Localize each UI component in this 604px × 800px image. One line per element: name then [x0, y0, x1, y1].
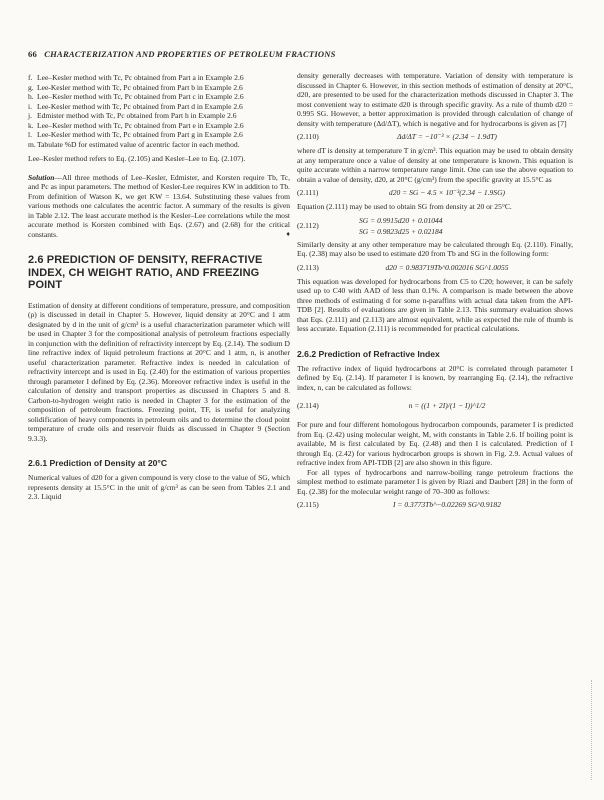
- method-list-item: [28, 92, 290, 102]
- equation-number: (2.114): [297, 401, 319, 411]
- list-item-label: j.: [28, 111, 32, 120]
- list-item-label: m.: [28, 139, 36, 149]
- end-of-example-icon: ♦: [286, 229, 290, 238]
- list-item-text: Lee–Kesler method with Tc, Pc obtained from Part e in Example 2.6: [37, 120, 244, 130]
- method-list: [28, 73, 290, 149]
- equation-number: (2.111): [297, 188, 319, 198]
- density-paragraph: Numerical values of d20 for a given compound is very close to the value of SG, which represents density at 15.5°C in the unit of g/cm³ as can be seen from Tables 2.1 and 2.3. Liquid: [28, 473, 290, 501]
- density-temperature-paragraph: where dT is density at temperature T in g/cm³. This equation may be used to obtain density at any temperature once a value of density at one temperature is known. This equation is quite accurate within a narrow temperature range limit. One can use the above equation to obtain a value of density, d20, at 20°C (g/cm³) from the specific gravity at 15.5°C as: [297, 146, 573, 184]
- method-list-item: [28, 102, 290, 112]
- homologous-paragraph: For pure and four different homologous hydrocarbon compounds, parameter I is predicted from Eq. (2.42) using molecular weight, M, with constants in Table 2.6. If boiling point is available, M is first calculated by Eq. (2.48) and then I is calculated. Prediction of I through Eq. (2.42) for various hydrocarbon groups is shown in Fig. 2.9. Actual values of refractive index from API-TDB [2] are also shown in this figure.: [297, 420, 573, 467]
- equation-2-110: [297, 131, 573, 143]
- equation-line: SG = 0.9915d20 + 0.01044: [359, 215, 443, 225]
- equation-body: [341, 215, 573, 237]
- list-item-label: k.: [28, 120, 34, 130]
- lee-kesler-reference: Lee–Kesler method refers to Eq. (2.105) and Kesler–Lee to Eq. (2.107).: [28, 154, 246, 163]
- equation-2-111: [297, 187, 573, 199]
- sg-from-density-paragraph: Equation (2.111) may be used to obtain SG from density at 20 or 25°C.: [297, 202, 512, 211]
- equation-2-115: [297, 499, 573, 511]
- method-list-item: [28, 130, 290, 140]
- equation-body: d20 = SG − 4.5 × 10⁻³(2.34 − 1.9SG): [388, 188, 506, 198]
- list-item-label: g.: [28, 82, 34, 92]
- method-list-item: [28, 111, 290, 121]
- section-paragraph: Estimation of density at different conditions of temperature, pressure, and composition (ρ) is discussed in detail in Chapter 5. However, liquid density at 20°C and 1 atm designated by d in the unit of g/cm³ is a useful characterization parameter which will be used in Chapter 3 for the compositional analysis of petroleum fractions especially in conjunction with the definition of refractivity intercept by Eq. (2.14). The sodium D line refractive index of liquid petroleum fractions at 20°C and 1 atm, n, is another useful characterization parameter. Refractive index is needed in calculation of refractivity intercept and is used in Eq. (2.40) for the estimation of various properties through parameter I defined by Eq. (2.36). Moreover refractive index is useful in the calculation of density and transport properties as discussed in Chapters 5 and 8. Carbon-to-hydrogen weight ratio is needed in Chapter 3 for the estimation of the composition of petroleum fractions. Freezing point, TF, is useful for analyzing solidification of heavy components in petroleum oils and to determine the cloud point temperature of crude oils and reservoir fluids as discussed in Chapter 9 (Section 9.3.3).: [28, 300, 290, 443]
- scan-edge-mark: [586, 680, 592, 780]
- equation-line: SG = 0.9823d25 + 0.02184: [359, 226, 443, 236]
- solution-text: —All three methods of Lee–Kesler, Edmister, and Korsten require Tb, Tc, and Pc as input parameters. The method of Kesler-Lee requires KW in addition to Tb. From definition of Watson K, we get KW = 13.64. Substituting these values from various methods one calculates the acentric factor. A summary of the results is given in Table 2.12. The least accurate method is the Kesler–Lee correlations while the most accurate method is Korsten combined with Eqs. (2.67) and (2.68) for the critical constants.: [28, 172, 290, 239]
- page-number: 66: [28, 49, 37, 59]
- density-other-temperature-paragraph: Similarly density at any other temperature may be calculated through Eq. (2.110). Finally, Eq. (2.38) may also be used to estimate d20 from Tb and SG in the following form:: [297, 239, 573, 258]
- running-header: [28, 49, 588, 59]
- riazi-daubert-paragraph: For all types of hydrocarbons and narrow-boiling range petroleum fractions the simplest method to estimate parameter I is given by Riazi and Daubert [28] in the form of Eq. (2.38) for the molecular weight range of 70–300 as follows:: [297, 467, 573, 496]
- list-item-text: Lee-Kesler method with Tc, Pc obtained from Part d in Example 2.6: [37, 101, 243, 111]
- evaluation-paragraph: This equation was developed for hydrocarbons from C5 to C20; however, it can be safely used up to C40 with AAD of less than 0.1%. A comparison is made between the above three methods of estimating d for some n-paraffins with actual data taken from the API-TDB [2]. Results of evaluations are given in Table 2.13. This summary evaluation shows that Eqs. (2.111) and (2.113) are almost equivalent, while as expected the rule of thumb is less accurate. Equation (2.111) is recommended for practical calculations.: [297, 276, 573, 333]
- equation-2-113: [297, 262, 573, 274]
- refractive-index-paragraph: The refractive index of liquid hydrocarbons at 20°C is correlated through parameter I defined by Eq. (2.14). If parameter I is known, by rearranging Eq. (2.14), the refractive index, n, can be calculated as follows:: [297, 363, 573, 392]
- equation-number: (2.110): [297, 132, 319, 142]
- list-item-label: i.: [28, 101, 32, 111]
- subsection-heading-density: 2.6.1 Prediction of Density at 20°C: [28, 458, 168, 468]
- method-list-item: [28, 140, 290, 150]
- equation-2-112: [297, 215, 573, 237]
- list-item-text: Edmister method with Tc, Pc obtained from Part h in Example 2.6: [37, 111, 237, 120]
- subsection-heading-refractive-index: 2.6.2 Prediction of Refractive Index: [297, 348, 440, 359]
- solution-paragraph: [28, 173, 290, 240]
- section-heading: 2.6 PREDICTION OF DENSITY, REFRACTIVE INDEX, CH WEIGHT RATIO, AND FREEZING POINT: [28, 254, 263, 291]
- list-item-text: Lee-Kesler method with Tc, Pc obtained from Part g in Example 2.6: [37, 130, 243, 139]
- equation-number: (2.112): [297, 220, 319, 230]
- equation-number: (2.113): [297, 262, 319, 272]
- list-item-label: h.: [28, 92, 34, 101]
- method-list-item: [28, 73, 290, 83]
- list-item-label: l.: [28, 130, 32, 139]
- equation-body: I = 0.3773Tb^−0.02269 SG^0.9182: [393, 500, 501, 510]
- equation-body: d20 = 0.983719Tb^0.002016 SG^1.0055: [385, 262, 509, 272]
- equation-body: n = ((1 + 2I)/(1 − I))^1/2: [408, 401, 486, 411]
- list-item-text: Lee-Kesler method with Tc, Pc obtained from Part b in Example 2.6: [37, 82, 243, 92]
- list-item-label: f.: [28, 73, 33, 82]
- list-item-text: Lee–Kesler method with Tc, Pc obtained from Part a in Example 2.6: [37, 73, 244, 82]
- left-column: [28, 73, 290, 502]
- list-item-text: Lee–Kesler method with Tc, Pc obtained from Part c in Example 2.6: [37, 92, 244, 101]
- right-column: [297, 71, 573, 514]
- equation-2-114: [297, 395, 573, 417]
- method-list-item: [28, 83, 290, 93]
- density-variation-paragraph: density generally decreases with temperature. Variation of density with temperature is discussed in Chapter 6. However, in this section methods of estimation of density at 20°C, d20, are presented to be used for the characterization methods discussed in Chapter 3. The most convenient way to estimate d20 is through specific gravity. As a rule of thumb d20 = 0.995 SG. However, a better approximation is provided through calculation of change of density with temperature (Δd/ΔT), which is negative and for hydrocarbons is given as [7]: [297, 71, 573, 128]
- solution-heading: Solution: [28, 172, 55, 182]
- method-list-item: [28, 121, 290, 131]
- list-item-text: Tabulate %D for estimated value of acentric factor in each method.: [37, 139, 240, 149]
- running-title: CHARACTERIZATION AND PROPERTIES OF PETROLEUM FRACTIONS: [44, 49, 336, 59]
- equation-body: Δd/ΔT = −10⁻³ × (2.34 − 1.9dT): [397, 132, 497, 142]
- equation-number: (2.115): [297, 500, 319, 510]
